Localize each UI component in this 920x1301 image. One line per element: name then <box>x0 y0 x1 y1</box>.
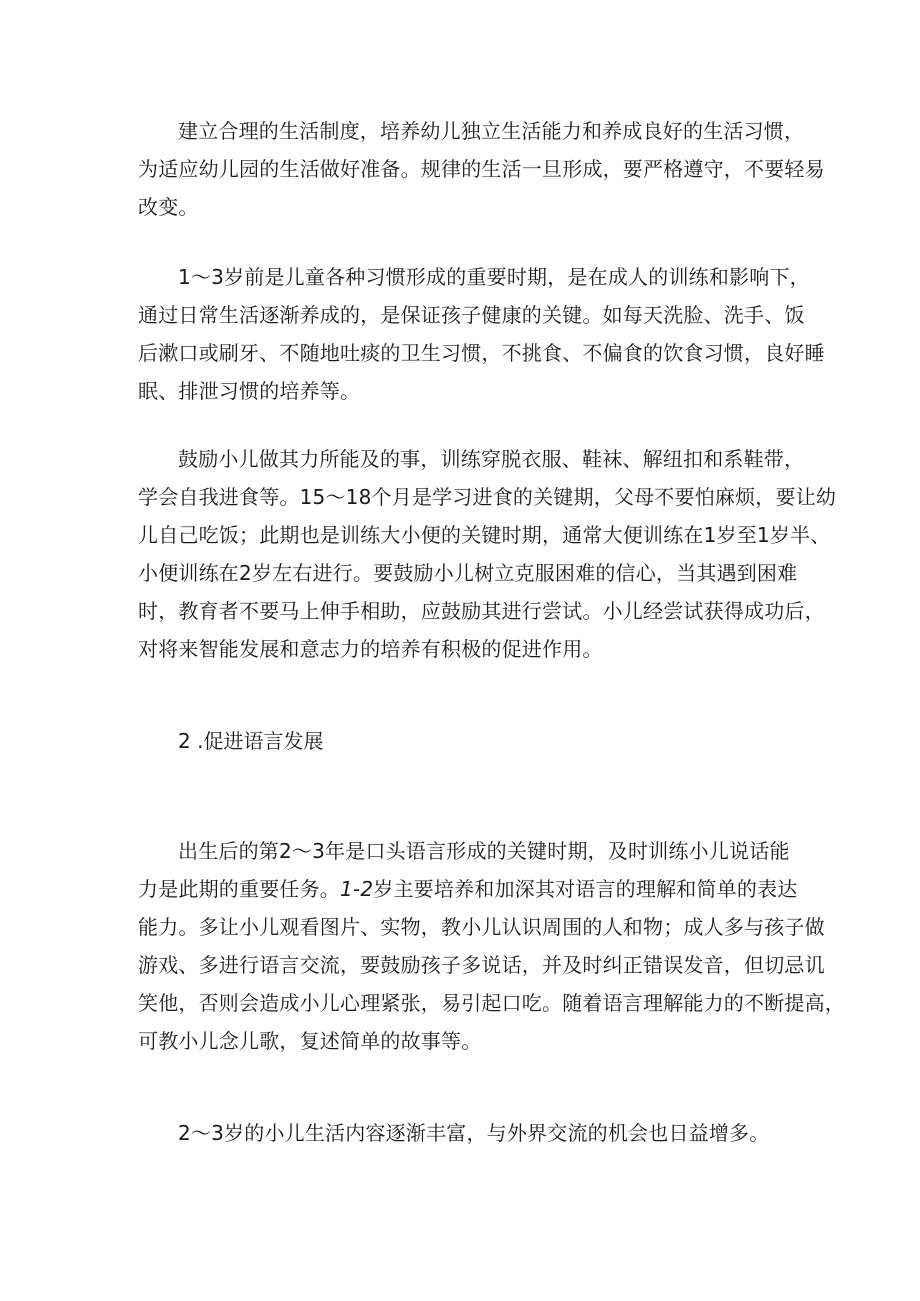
text-line: 出生后的第2～3年是口头语言形成的关键时期，及时训练小儿说话能 <box>178 839 790 863</box>
text-line: 眠、排泄习惯的培养等。 <box>138 379 361 403</box>
text-line: 鼓励小儿做其力所能及的事，训练穿脱衣服、鞋袜、解纽扣和系鞋带， <box>178 447 805 471</box>
text-line: 可教小儿念儿歌，复述简单的故事等。 <box>138 1029 482 1053</box>
text-line: 建立合理的生活制度，培养幼儿独立生活能力和养成良好的生活习惯， <box>178 119 805 143</box>
text-line: 2～3岁的小儿生活内容逐渐丰富，与外界交流的机会也日益增多。 <box>178 1121 770 1145</box>
text-segment: 力是此期的重要任务。 <box>138 877 340 901</box>
text-line: 时，教育者不要马上伸手相助，应鼓励其进行尝试。小儿经尝试获得成功后， <box>138 599 825 623</box>
text-line: 能力。多让小儿观看图片、实物，教小儿认识周围的人和物；成人多与孩子做 <box>138 915 825 939</box>
text-line: 对将来智能发展和意志力的培养有积极的促进作用。 <box>138 637 603 661</box>
paragraph-language-development <box>138 832 845 1060</box>
paragraph-social-expansion <box>138 1114 806 1152</box>
text-line: 1～3岁前是儿童各种习惯形成的重要时期，是在成人的训练和影响下， <box>178 265 810 289</box>
text-line: 笑他，否则会造成小儿心理紧张，易引起口吃。随着语言理解能力的不断提高， <box>138 991 845 1015</box>
paragraph-habit-formation <box>138 258 825 410</box>
text-line: 为适应幼儿园的生活做好准备。规律的生活一旦形成，要严格遵守，不要轻易 <box>138 157 825 181</box>
text-segment: 岁主要培养和加深其对语言的理解和简单的表达 <box>373 877 798 901</box>
italic-age-range: 1-2 <box>340 877 374 901</box>
text-line <box>138 870 806 908</box>
text-line: 儿自己吃饭；此期也是训练大小便的关键时期，通常大便训练在1岁至1岁半、 <box>138 523 831 547</box>
text-line: 改变。 <box>138 195 199 219</box>
section-heading: 2 .促进语言发展 <box>178 729 324 753</box>
text-line: 后漱口或刷牙、不随地吐痰的卫生习惯，不挑食、不偏食的饮食习惯，良好睡 <box>138 341 825 365</box>
text-line: 游戏、多进行语言交流，要鼓励孩子多说话，并及时纠正错误发音，但切忌讥 <box>138 953 825 977</box>
text-line: 学会自我进食等。15～18个月是学习进食的关键期，父母不要怕麻烦，要让幼 <box>138 485 837 509</box>
paragraph-self-care <box>138 440 837 668</box>
paragraph-living-routine <box>138 112 825 226</box>
text-line: 通过日常生活逐渐养成的，是保证孩子健康的关键。如每天洗脸、洗手、饭 <box>138 303 805 327</box>
text-line: 小便训练在2岁左右进行。要鼓励小儿树立克服困难的信心，当其遇到困难 <box>138 561 798 585</box>
